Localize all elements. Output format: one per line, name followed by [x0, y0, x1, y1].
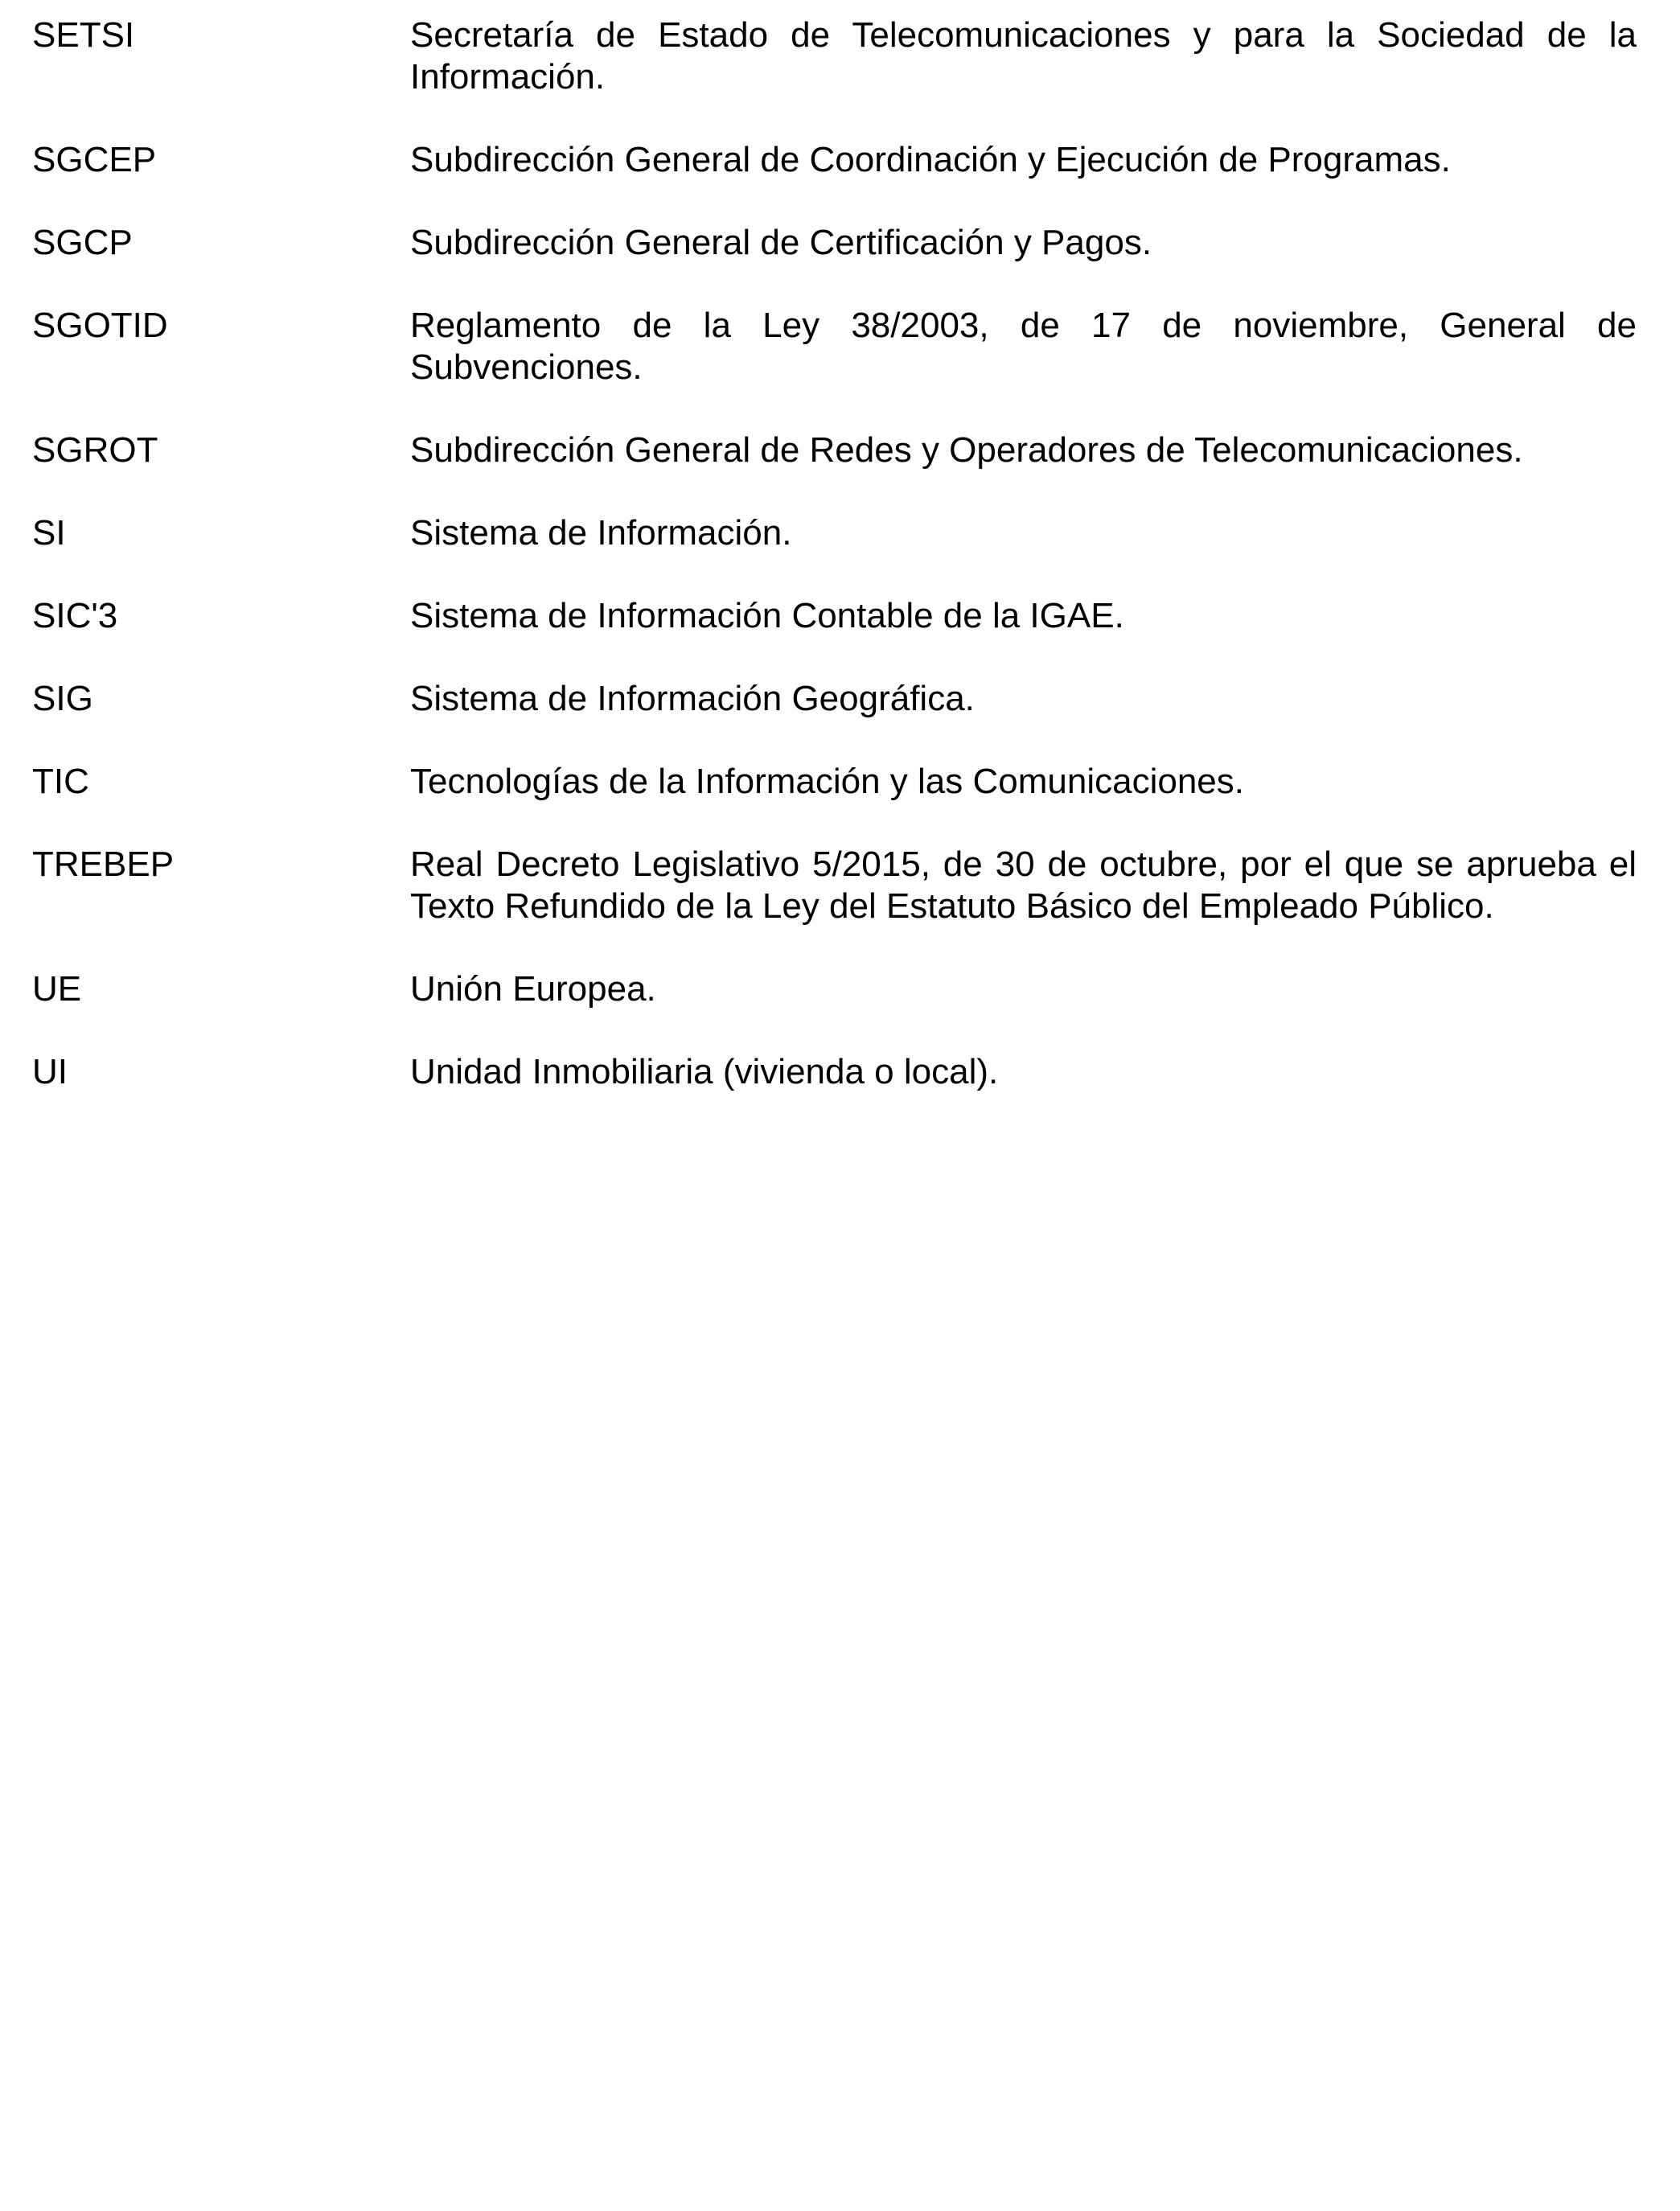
- glossary-entry: [32, 595, 1637, 637]
- glossary-entry: [32, 139, 1637, 181]
- glossary-term: SI: [32, 513, 66, 553]
- glossary-definition: Subdirección General de Redes y Operadores de Telecomunicaciones.: [410, 430, 1523, 470]
- glossary-term: TIC: [32, 762, 89, 801]
- glossary-definition: Sistema de Información.: [410, 513, 792, 553]
- glossary-definition: Sistema de Información Contable de la IGAE.: [410, 596, 1124, 635]
- glossary-entry: [32, 761, 1637, 803]
- glossary-definition: Unidad Inmobiliaria (vivienda o local).: [410, 1052, 999, 1091]
- glossary-term: TREBEP: [32, 845, 175, 884]
- glossary-definition: Secretaría de Estado de Telecomunicaciones y para la Sociedad de la Información.: [410, 15, 1637, 97]
- glossary-term: SGCP: [32, 223, 133, 262]
- glossary-term: UE: [32, 969, 82, 1009]
- glossary-term: SGCEP: [32, 140, 157, 179]
- glossary-entry: [32, 429, 1637, 471]
- glossary-list: [32, 14, 1637, 1093]
- glossary-term: UI: [32, 1052, 68, 1091]
- glossary-definition: Reglamento de la Ley 38/2003, de 17 de noviembre, General de Subvenciones.: [410, 306, 1637, 387]
- glossary-entry: [32, 512, 1637, 554]
- glossary-term: SIG: [32, 679, 93, 718]
- glossary-definition: Unión Europea.: [410, 969, 656, 1009]
- glossary-entry: [32, 968, 1637, 1010]
- glossary-definition: Real Decreto Legislativo 5/2015, de 30 de octubre, por el que se aprueba el Texto Refundido de la Ley del Estatuto Básico del Empleado Público.: [410, 845, 1637, 926]
- glossary-entry: [32, 1051, 1637, 1093]
- glossary-term: SGROT: [32, 430, 158, 470]
- glossary-definition: Subdirección General de Coordinación y Ejecución de Programas.: [410, 140, 1451, 179]
- glossary-term: SGOTID: [32, 306, 168, 345]
- glossary-entry: [32, 222, 1637, 264]
- glossary-term: SETSI: [32, 15, 135, 55]
- glossary-definition: Subdirección General de Certificación y Pagos.: [410, 223, 1152, 262]
- glossary-definition: Tecnologías de la Información y las Comunicaciones.: [410, 762, 1244, 801]
- glossary-entry: [32, 678, 1637, 720]
- glossary-definition: Sistema de Información Geográfica.: [410, 679, 975, 718]
- glossary-entry: [32, 305, 1637, 388]
- glossary-entry: [32, 14, 1637, 98]
- glossary-term: SIC'3: [32, 596, 118, 635]
- glossary-entry: [32, 844, 1637, 927]
